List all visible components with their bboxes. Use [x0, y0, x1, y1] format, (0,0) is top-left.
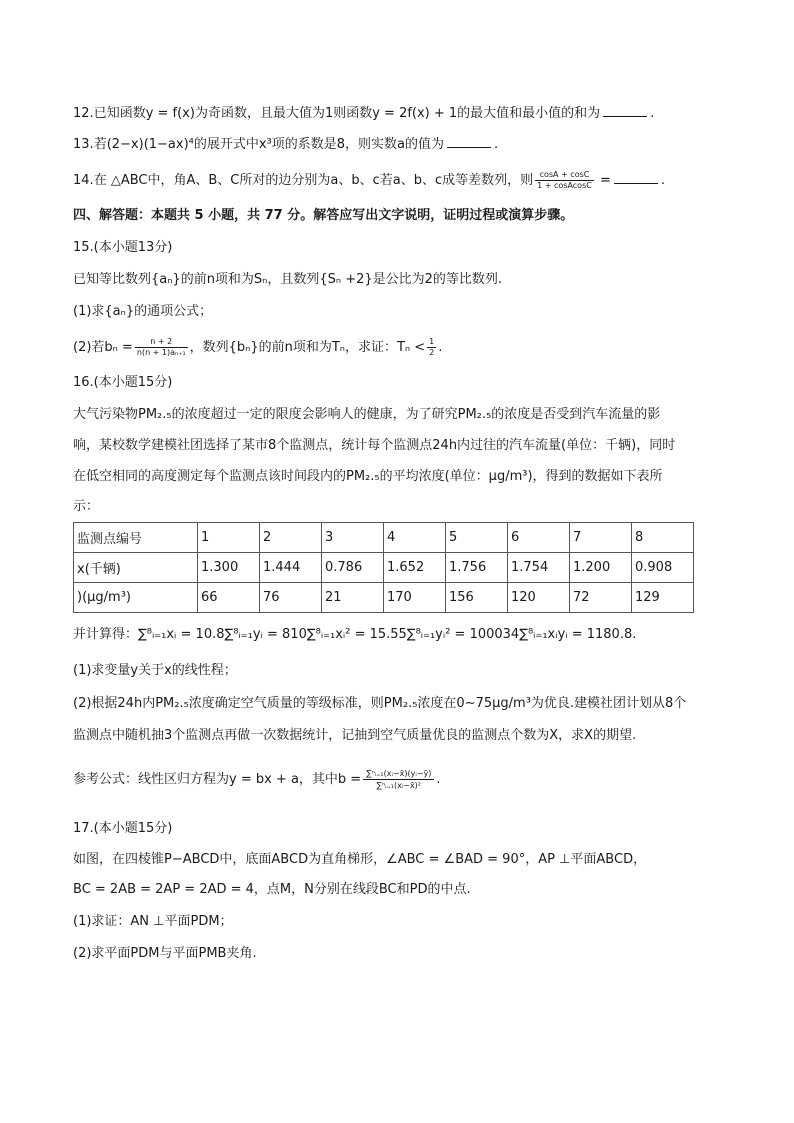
table-cell: 1.652: [384, 553, 446, 583]
table-row: [74, 523, 694, 553]
q16-reference-formula: 参考公式：线性区归方程为y = bx + a，其中b = $\frac{\text{∑ⁿᵢ₌₁(xᵢ−x̄)(yᵢ−ȳ)}}{\text{∑ⁿᵢ₌₁(xᵢ−x̄)²}}$ .: [73, 769, 441, 790]
q15-part1: (1)求{aₙ}的通项公式；: [73, 304, 213, 319]
table-cell: )(μg/m³): [74, 583, 198, 613]
q17-stem-1: 如图，在四棱锥P−ABCD中，底面ABCD为直角梯形，∠ABC = ∠BAD = 90°，AP ⊥平面ABCD，: [73, 852, 647, 867]
table-cell: 21: [322, 583, 384, 613]
table-cell: 129: [632, 583, 694, 613]
fraction: $\frac{n + 2}{\text{n(n + 1)aₙ₊₁}}$: [136, 337, 186, 357]
fraction-half: $\frac{1}{2}$: [429, 337, 435, 357]
question-13: 13.若(2−x)(1−ax)⁴的展开式中x³项的系数是8，则实数a的值为 .: [73, 137, 499, 152]
q16-part2a: (2)根据24h内PM₂.₅浓度确定空气质量的等级标准，则PM₂.₅浓度在0∼75μg/m³为优良.建模社团计划从8个: [73, 696, 687, 711]
data-table: [73, 522, 694, 613]
table-cell: 0.908: [632, 553, 694, 583]
q16-part1: (1)求变量y关于x的线性程；: [73, 663, 237, 678]
q15-part2: (2)若bₙ = $\frac{n + 2}{\text{n(n + 1)aₙ₊₁}}$ ，数列{bₙ}的前n项和为Tₙ，求证：Tₙ < $\frac{1}{2}$ .: [73, 337, 443, 357]
table-cell: 8: [632, 523, 694, 553]
q16-stem-3: 在低空相同的高度测定每个监测点该时间段内的PM₂.₅的平均浓度(单位：μg/m³)，得到的数据如下表所: [73, 469, 663, 484]
q17-part1: (1)求证：AN ⊥平面PDM；: [73, 914, 233, 929]
table-cell: 1: [198, 523, 260, 553]
q16-stem-1: 大气污染物PM₂.₅的浓度超过一定的限度会影响人的健康，为了研究PM₂.₅的浓度是否受到汽车流量的影: [73, 407, 661, 422]
question-14: 14.在 △ABC中，角A、B、C所对的边分别为a、b、c若a、b、c成等差数列，则 $\frac{\cos A + \cos C}{\text{1 + cosAcosC}}$ = .: [73, 170, 665, 190]
q16-stem-2: 响，某校数学建模社团选择了某市8个监测点，统计每个监测点24h内过往的汽车流量(单位：千辆)，同时: [73, 438, 676, 453]
q17-heading: 17.(本小题15分): [73, 821, 173, 836]
q16-stem-4: 示：: [73, 499, 100, 514]
table-cell: 1.756: [446, 553, 508, 583]
table-row: [74, 553, 694, 583]
table-cell: x(千辆): [74, 553, 198, 583]
table-cell: 1.200: [570, 553, 632, 583]
q16-part2b: 监测点中随机抽3个监测点再做一次数据统计，记抽到空气质量优良的监测点个数为X，求X的期望.: [73, 728, 637, 743]
table-cell: 4: [384, 523, 446, 553]
table-cell: 1.444: [260, 553, 322, 583]
table-cell: 72: [570, 583, 632, 613]
section-heading: 四、解答题：本题共 5 小题，共 77 分。解答应写出文字说明，证明过程或演算步骤。: [73, 208, 574, 223]
table-cell: 2: [260, 523, 322, 553]
q16-heading: 16.(本小题15分): [73, 375, 173, 390]
table-cell: 170: [384, 583, 446, 613]
table-cell: 3: [322, 523, 384, 553]
q16-calc: 并计算得：∑⁸ᵢ₌₁xᵢ = 10.8∑⁸ᵢ₌₁yᵢ = 810∑⁸ᵢ₌₁xᵢ² = 15.55∑⁸ᵢ₌₁yᵢ² = 100034∑⁸ᵢ₌₁xᵢyᵢ = 1180.8.: [73, 627, 637, 642]
table-cell: 监测点编号: [74, 523, 198, 553]
question-12: 12.已知函数y = f(x)为奇函数，且最大值为1则函数y = 2f(x) + 1的最大值和最小值的和为 .: [73, 106, 655, 121]
q15-heading: 15.(本小题13分): [73, 240, 173, 255]
table-cell: 66: [198, 583, 260, 613]
table-cell: 1.754: [508, 553, 570, 583]
table-cell: 120: [508, 583, 570, 613]
q17-stem-2: BC = 2AB = 2AP = 2AD = 4，点M，N分别在线段BC和PD的中点.: [73, 882, 471, 897]
answer-blank: [614, 171, 658, 184]
answer-blank: [603, 104, 647, 117]
fraction: $\frac{\text{∑ⁿᵢ₌₁(xᵢ−x̄)(yᵢ−ȳ)}}{\text{∑ⁿᵢ₌₁(xᵢ−x̄)²}}$: [363, 768, 434, 791]
q15-stem: 已知等比数列{aₙ}的前n项和为Sₙ，且数列{Sₙ +2}是公比为2的等比数列.: [73, 272, 503, 287]
answer-blank: [447, 135, 491, 148]
table-cell: 1.300: [198, 553, 260, 583]
table-cell: 6: [508, 523, 570, 553]
table-cell: 7: [570, 523, 632, 553]
table-cell: 0.786: [322, 553, 384, 583]
table-cell: 156: [446, 583, 508, 613]
fraction: $\frac{\cos A + \cos C}{\text{1 + cosAcosC}}$: [537, 170, 592, 190]
table-cell: 5: [446, 523, 508, 553]
table-cell: 76: [260, 583, 322, 613]
table-row: [74, 583, 694, 613]
q17-part2: (2)求平面PDM与平面PMB夹角.: [73, 946, 257, 961]
